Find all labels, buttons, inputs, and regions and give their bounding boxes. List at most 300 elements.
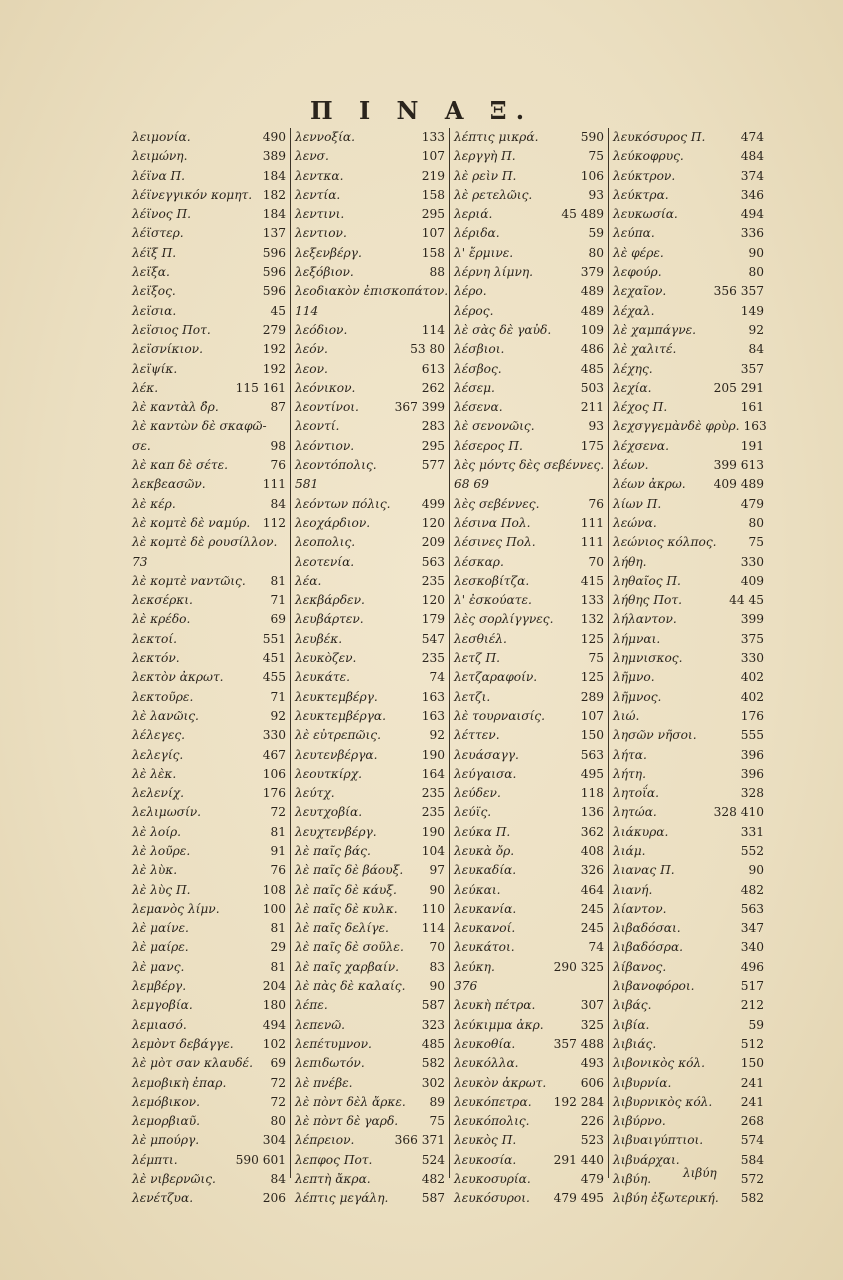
index-entry [132, 553, 286, 572]
page-reference: 91 [270, 843, 286, 858]
index-entry [295, 765, 445, 784]
page-reference: 399 [740, 612, 764, 627]
page-reference: 356 357 [713, 284, 764, 299]
page-reference: 241 [740, 1075, 764, 1090]
index-entry [613, 1035, 764, 1054]
index-entry [295, 726, 445, 745]
index-entry [454, 244, 604, 263]
page-reference [282, 417, 286, 436]
index-entry [132, 244, 286, 263]
page-reference: 402 [740, 670, 764, 685]
index-entry [295, 1170, 445, 1189]
page-reference: 76 [270, 458, 286, 473]
index-entry [132, 668, 286, 687]
index-term: λεύκοφρυς. [613, 149, 684, 164]
index-entry [295, 919, 445, 938]
page-reference: 75 [588, 651, 604, 666]
index-entry [454, 340, 604, 359]
index-term: λέσκαρ. [454, 554, 504, 569]
page-reference: 552 [740, 843, 764, 858]
index-term: λὲ εὐτρεπῶις. [295, 728, 381, 743]
index-term: λεοντί. [295, 419, 340, 434]
index-term: λευκόσυρος Π. [613, 130, 706, 144]
index-term: λεχσγγεμὰνδὲ φρὺρ. [613, 419, 740, 434]
page-reference: 489 [580, 284, 604, 299]
index-term: λευκὸς Π. [454, 1133, 517, 1148]
index-entry [613, 417, 767, 436]
index-entry [454, 707, 604, 726]
page-reference: 136 [580, 805, 604, 820]
index-term: λενσ. [295, 149, 329, 164]
index-term: λὲ λὲκ. [132, 766, 177, 781]
index-term: λεμγοβία. [132, 998, 193, 1013]
index-term: λιανας Π. [613, 863, 675, 878]
index-term: λεκτὸν ἀκρωτ. [132, 670, 224, 685]
index-entry [613, 456, 764, 475]
index-term: λέπε. [295, 998, 328, 1013]
index-entry [613, 668, 764, 687]
page-reference: 176 [740, 708, 764, 723]
index-term: λήθης Ποτ. [613, 593, 682, 608]
index-entry [454, 147, 604, 166]
index-term: λετζι. [454, 689, 491, 704]
index-entry [613, 475, 764, 494]
index-term: λεόν. [295, 342, 328, 357]
index-entry [454, 861, 604, 880]
page-reference: 613 [421, 361, 445, 376]
index-term: λήτη. [613, 766, 646, 781]
index-term: λετζ Π. [454, 651, 500, 666]
index-entry [295, 379, 445, 398]
index-term: λέττεν. [454, 728, 500, 743]
page-reference: 111 [580, 515, 604, 530]
index-term: λέπτις μεγάλη. [295, 1191, 389, 1206]
index-term: λέα. [295, 573, 322, 588]
index-entry [613, 263, 764, 282]
page-reference: 479 [580, 1172, 604, 1187]
index-entry [454, 765, 604, 784]
index-entry [132, 186, 286, 205]
index-term: λέσινα Πολ. [454, 515, 531, 530]
page-reference: 596 [262, 245, 286, 260]
index-term: λέων. [613, 458, 649, 473]
page-reference: 328 410 [713, 805, 764, 820]
page-reference: 149 [740, 303, 764, 318]
index-term: λέσβος. [454, 361, 502, 376]
index-term: λιάκυρα. [613, 824, 669, 839]
index-term: λεμορβιαῦ. [132, 1114, 201, 1129]
page-reference: 163 [421, 708, 445, 723]
index-entry [613, 803, 764, 822]
index-entry [295, 688, 445, 707]
index-entry [613, 282, 764, 301]
index-entry [295, 572, 445, 591]
page-reference: 415 [580, 573, 604, 588]
index-entry [132, 919, 286, 938]
index-entry [454, 167, 604, 186]
page-reference: 362 [580, 824, 604, 839]
index-entry [454, 958, 604, 977]
index-entry [132, 224, 286, 243]
index-entry [613, 1131, 764, 1150]
index-term: λιβύη. [613, 1172, 652, 1187]
index-term: λεϊσιος Ποτ. [132, 322, 211, 337]
page-reference: 551 [262, 631, 286, 646]
page-reference: 192 [262, 361, 286, 376]
page-reference: 485 [580, 361, 604, 376]
page-reference: 133 [580, 593, 604, 608]
page-reference: 72 [270, 1094, 286, 1109]
index-entry [454, 919, 604, 938]
index-entry [132, 958, 286, 977]
page-reference: 494 [262, 1017, 286, 1032]
index-term: 376 [454, 979, 478, 994]
index-term: λεντινι. [295, 207, 345, 222]
index-term: λευκανοί. [454, 921, 516, 936]
index-entry [132, 1035, 286, 1054]
page-reference: 283 [421, 419, 445, 434]
index-entry [132, 1112, 286, 1131]
index-entry [454, 514, 604, 533]
index-term: λέχος Π. [613, 400, 668, 415]
page-reference: 125 [580, 631, 604, 646]
index-term: λευβάρτεν. [295, 612, 364, 627]
index-entry [295, 746, 445, 765]
page-reference: 192 284 [553, 1094, 604, 1109]
index-entry [613, 533, 764, 552]
page-reference: 289 [580, 689, 604, 704]
index-entry [613, 996, 764, 1015]
page-reference: 180 [262, 998, 286, 1013]
index-term: λεόντιον. [295, 438, 355, 453]
index-term: λευκὴ πέτρα. [454, 998, 536, 1013]
index-term: λεχαῖον. [613, 284, 667, 299]
page-reference: 235 [421, 651, 445, 666]
page-reference: 163 [743, 419, 767, 434]
index-entry [454, 282, 604, 301]
index-entry [295, 1035, 445, 1054]
page-reference: 330 [740, 554, 764, 569]
index-entry [454, 263, 604, 282]
index-term: λιανή. [613, 882, 653, 897]
index-term: λεύκα Π. [454, 824, 511, 839]
index-term: λέσβιοι. [454, 342, 505, 357]
page-reference: 108 [262, 882, 286, 897]
index-entry [295, 591, 445, 610]
index-term: λευκοθία. [454, 1036, 516, 1051]
index-entry [295, 437, 445, 456]
index-term: λιβύη ἐξωτερική. [613, 1191, 719, 1206]
page-reference: 84 [748, 342, 764, 357]
index-term: λὲ μανς. [132, 959, 185, 974]
page-reference: 331 [740, 824, 764, 839]
index-term: λ' ἐσκούατε. [454, 593, 532, 608]
index-entry [295, 398, 445, 417]
index-term: λὲ πὸντ δὲ γαρδ. [295, 1114, 399, 1129]
page-reference: 75 [588, 149, 604, 164]
index-entry [295, 1054, 445, 1073]
index-term: λεντκα. [295, 168, 344, 183]
index-term: λὲ καντὼν δὲ σκαφῶ- [132, 419, 267, 434]
index-entry [295, 900, 445, 919]
index-entry [132, 495, 286, 514]
page-reference: 451 [262, 651, 286, 666]
page-reference [600, 977, 604, 996]
page-reference: 76 [588, 496, 604, 511]
index-term: λεμανὸς λίμν. [132, 901, 220, 916]
page-reference: 346 [740, 187, 764, 202]
page-reference: 114 [421, 921, 445, 936]
index-entry [613, 1054, 764, 1073]
page-reference: 211 [580, 400, 604, 415]
index-term: λιβάς. [613, 998, 652, 1013]
page-reference: 323 [421, 1017, 445, 1032]
page-reference: 106 [262, 766, 286, 781]
index-entry [613, 938, 764, 957]
index-term: λευάσαγγ. [454, 747, 519, 762]
index-entry [613, 398, 764, 417]
page-reference: 295 [421, 438, 445, 453]
index-term: λευκανία. [454, 901, 517, 916]
index-term: λεριά. [454, 207, 493, 222]
index-entry [454, 495, 604, 514]
index-entry [295, 244, 445, 263]
index-term: λευκτεμβέργα. [295, 708, 387, 723]
index-entry [295, 1016, 445, 1035]
index-entry [295, 495, 445, 514]
index-term: λέπτις μικρά. [454, 130, 539, 144]
index-term: λευκόπετρα. [454, 1094, 532, 1109]
page-reference: 379 [580, 265, 604, 280]
index-entry [454, 610, 604, 629]
index-entry [295, 340, 445, 359]
index-entry [454, 398, 604, 417]
index-term: λίαντον. [613, 901, 667, 916]
index-entry [454, 128, 604, 147]
index-entry [454, 1131, 604, 1150]
index-entry [454, 186, 604, 205]
index-entry [613, 360, 764, 379]
index-term: λεύπα. [613, 226, 655, 241]
index-term: λὲ πὰς δὲ καλαίς. [295, 979, 406, 994]
index-term: λὲ μαίρε. [132, 940, 189, 955]
index-entry [613, 977, 764, 996]
page-reference: 399 613 [713, 458, 764, 473]
index-entry [132, 379, 286, 398]
index-term: λεπφος Ποτ. [295, 1152, 373, 1167]
index-entry [295, 167, 445, 186]
page-reference: 330 [740, 651, 764, 666]
page-reference: 367 399 [394, 400, 445, 415]
index-term: λεοδιακὸν ἐπισκοπάτον. [295, 284, 449, 299]
page-reference: 100 [262, 901, 286, 916]
page-reference: 467 [262, 747, 286, 762]
page-reference: 158 [421, 187, 445, 202]
index-entry [132, 340, 286, 359]
index-entry [132, 881, 286, 900]
index-entry [613, 591, 764, 610]
page-reference: 262 [421, 380, 445, 395]
page-reference: 75 [748, 535, 764, 550]
index-entry [132, 726, 286, 745]
index-term: λὲ παῖς δὲ σοῦλε. [295, 940, 404, 955]
index-term: λιβυρνία. [613, 1075, 672, 1090]
page-reference: 590 [580, 130, 604, 144]
index-column-1 [132, 128, 291, 1206]
index-entry [454, 456, 604, 475]
index-term: λὲ παῖς δελίγε. [295, 921, 389, 936]
page-reference: 114 [421, 322, 445, 337]
index-entry [454, 533, 604, 552]
index-term: λὲ κομτὲ δὲ ρουσίλλον. [132, 535, 278, 550]
page-reference: 464 [580, 882, 604, 897]
index-term: λέσινες Πολ. [454, 535, 536, 550]
index-term: λεοπολις. [295, 535, 356, 550]
index-entry [295, 1093, 445, 1112]
index-entry [132, 456, 286, 475]
page-reference: 81 [270, 573, 286, 588]
index-entry [132, 938, 286, 957]
index-term: λεξόβιον. [295, 265, 354, 280]
page-reference: 235 [421, 805, 445, 820]
index-term: λὲς σορλίγγνες. [454, 612, 554, 627]
page-reference: 524 [421, 1152, 445, 1167]
index-entry [132, 1189, 286, 1208]
index-term: λέχης. [613, 361, 653, 376]
page-reference: 209 [421, 535, 445, 550]
index-term: λὲ τουρναισίς. [454, 708, 546, 723]
index-entry [454, 591, 604, 610]
index-term: λευκάτοι. [454, 940, 515, 955]
page-reference: 347 [740, 921, 764, 936]
index-term: 114 [295, 303, 319, 318]
page-reference: 563 [580, 747, 604, 762]
index-entry [295, 205, 445, 224]
page-reference: 70 [588, 554, 604, 569]
index-entry [295, 977, 445, 996]
index-entry [613, 1093, 764, 1112]
index-entry [613, 244, 764, 263]
index-entry [295, 263, 445, 282]
index-term: λεπιδωτόν. [295, 1056, 365, 1071]
page-reference: 74 [429, 670, 445, 685]
page-reference: 563 [740, 901, 764, 916]
index-entry [454, 938, 604, 957]
page-reference: 163 [421, 689, 445, 704]
index-term: λίων Π. [613, 496, 662, 511]
index-entry [613, 688, 764, 707]
page-reference: 104 [421, 843, 445, 858]
page-reference: 307 [580, 998, 604, 1013]
index-entry [613, 186, 764, 205]
index-term: λεπενῶ. [295, 1017, 346, 1032]
index-term: λευτενβέργα. [295, 747, 378, 762]
index-entry [295, 707, 445, 726]
page-reference: 92 [270, 708, 286, 723]
index-entry [613, 881, 764, 900]
index-entry [613, 746, 764, 765]
index-term: λὲ χαλιτέ. [613, 342, 677, 357]
index-term: λὲς σεβέννες. [454, 496, 540, 511]
index-entry [132, 533, 286, 552]
index-term: λιβιάς. [613, 1036, 657, 1051]
index-entry [295, 861, 445, 880]
index-term: ληθαῖος Π. [613, 573, 681, 588]
index-entry [132, 610, 286, 629]
index-entry [295, 456, 445, 475]
index-entry [132, 205, 286, 224]
page-reference: 291 440 [553, 1152, 604, 1167]
index-term: λητοΐα. [613, 786, 659, 801]
page-reference: 191 [740, 438, 764, 453]
page-reference: 97 [429, 863, 445, 878]
index-term: λέλεγες. [132, 728, 186, 743]
page-reference [282, 553, 286, 572]
index-entry [613, 784, 764, 803]
index-term: λελιμωσίν. [132, 805, 202, 820]
index-term: λητώα. [613, 805, 657, 820]
index-term: λὲ παῖς δὲ κάυξ. [295, 882, 397, 897]
index-term: λέων ἀκρω. [613, 477, 686, 492]
page-reference: 115 161 [235, 380, 286, 395]
index-term: λιβαδόσαι. [613, 921, 681, 936]
page-reference: 584 [740, 1152, 764, 1167]
index-term: λευτχοβία. [295, 805, 363, 820]
index-term: λὲ ρεὶν Π. [454, 168, 517, 183]
page-reference: 111 [580, 535, 604, 550]
index-term: λεόντων πόλις. [295, 496, 391, 511]
index-term: λεώνα. [613, 515, 657, 530]
index-term: λὲ κέρ. [132, 496, 176, 511]
index-term: λεύτχ. [295, 786, 335, 801]
index-entry [295, 1074, 445, 1093]
index-term: λὲ παῖς δὲ βάουξ. [295, 863, 404, 878]
index-entry [613, 1016, 764, 1035]
index-entry [613, 765, 764, 784]
index-entry [613, 205, 764, 224]
page-reference: 190 [421, 824, 445, 839]
index-term: λεοχάρδιον. [295, 515, 371, 530]
index-column-2 [291, 128, 450, 1206]
index-entry [132, 321, 286, 340]
page-reference: 150 [740, 1056, 764, 1071]
index-entry [454, 417, 604, 436]
page-reference: 125 [580, 670, 604, 685]
page-reference: 235 [421, 573, 445, 588]
index-entry [613, 572, 764, 591]
index-term: λεοτενία. [295, 554, 355, 569]
index-term: λὲ καντὰλ δ̓ρ. [132, 400, 219, 415]
page-reference: 479 495 [553, 1191, 604, 1206]
index-entry [454, 649, 604, 668]
index-term: λίβανος. [613, 959, 667, 974]
page-reference: 409 [740, 573, 764, 588]
index-entry [613, 861, 764, 880]
index-term: λῆμνο. [613, 670, 655, 685]
index-term: λευκόσυροι. [454, 1191, 530, 1206]
page-reference: 80 [588, 245, 604, 260]
index-entry [613, 437, 764, 456]
page-reference: 80 [270, 1114, 286, 1129]
index-term: λὲ λανῶις. [132, 708, 199, 723]
index-entry [132, 996, 286, 1015]
index-entry [295, 784, 445, 803]
index-term: λεκβάρδεν. [295, 593, 365, 608]
index-entry [132, 746, 286, 765]
index-term: λεμὸντ δεβάγγε. [132, 1036, 234, 1051]
index-entry [454, 803, 604, 822]
index-entry [454, 1074, 604, 1093]
